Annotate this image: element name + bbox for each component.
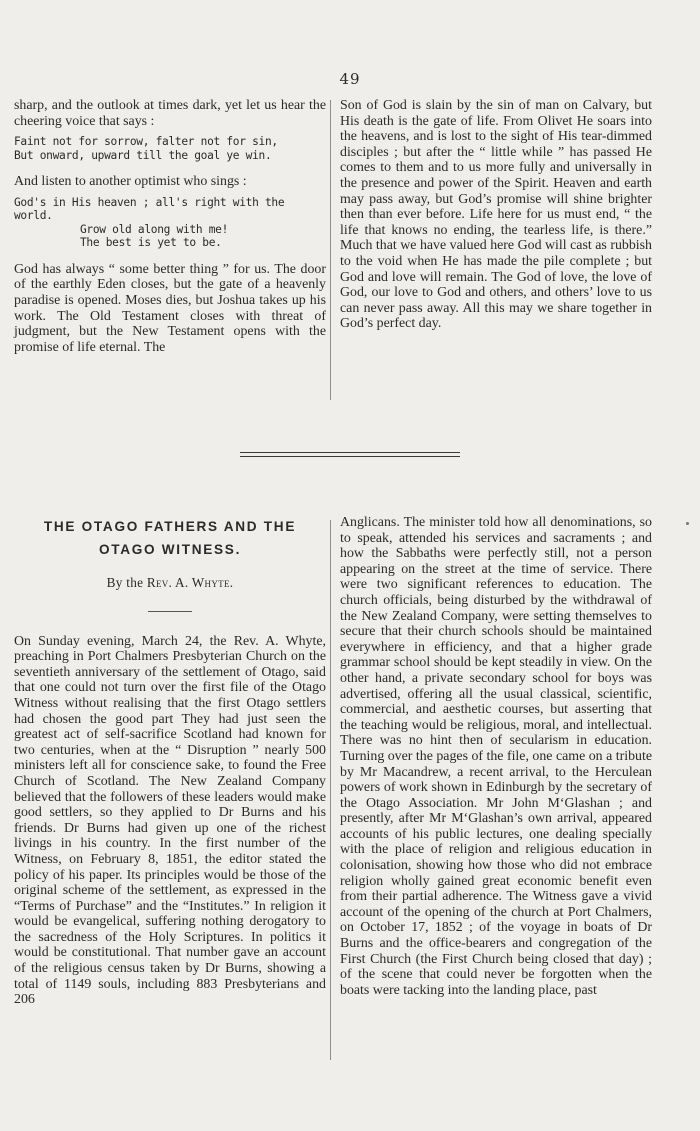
section-rule bbox=[240, 456, 460, 457]
article-paragraph: On Sunday evening, March 24, the Rev. A. Whyte, preaching in Port Chalmers Presbyterian Church on the seventieth anniversary of the settlement of Otago, said that one could not turn over the first file of the Otago Witness without realising that the first Otago settlers had chosen the good part They had just seen the greatest act of self-sacrifice Scotland had known for two centuries, when at the “ Disruption ” nearly 500 ministers left all for conscience sake, to found the Free Church of Scotland. The New Zealand Company believed that the followers of these leaders would make good settlers, so they applied to Dr Burns and his friends. Dr Burns had given up one of the richest livings in his country. In the first number of the Witness, on February 8, 1851, the editor stated the policy of his paper. Its principles would be those of the original scheme of the settlement, as expressed in the “Terms of Purchase” and the “Institutes.” In religion it would be evangelical, suffering nothing derogatory to the sacredness of the Holy Scriptures. In politics it would be constitutional. That number gave an account of the religious census taken by Dr Burns, showing a total of 1149 souls, including 883 Presbyterians and 206 bbox=[14, 633, 326, 1008]
paragraph: sharp, and the outlook at times dark, yet let us hear the cheering voice that says : bbox=[14, 98, 326, 129]
article-title bbox=[14, 515, 326, 561]
verse-quote bbox=[14, 196, 326, 250]
byline-prefix: By the bbox=[106, 575, 144, 590]
byline-rule bbox=[148, 611, 192, 612]
article-paragraph: Anglicans. The minister told how all denominations, so to speak, attended his services and sacraments ; and how the Sabbaths were perfectly still, not a person appearing on the street at the time of service. There were two significant references to education. The church officials, being disturbed by the withdrawal of the New Zealand Company, were setting themselves to secure that their church schools should be maintained everywhere in efficiency, and that a higher grade grammar school should be kept steadily in view. On the other hand, a private secondary school for boys was advertised, offering all the usual classical, scientific, commercial, and aesthetic courses, but asserting that the teaching would be religious, moral, and intellectual. There was no hint then of secularism in education. Turning over the pages of the file, one came on a tribute by Mr Macandrew, a recent arrival, to the Herculean powers of work shown in Edinburgh by the secretary of the Otago Association. Mr John M‘Glashan ; and presently, after Mr M‘Glashan’s own arrival, appeared accounts of his public lectures, one dealing specially with the place of religion and religious education in colonisation, showing how those who did not embrace religion wholly gained great economic benefit even from their partial adherence. The Witness gave a vivid account of the opening of the church at Port Chalmers, on October 17, 1852 ; of the voyage in boats of Dr Burns and the office-bearers and congregation of the First Church (the First Church being closed that day) ; of the scene that could never be forgotten when the boats were tacking into the landing place, past bbox=[340, 515, 652, 998]
byline-author: Rev. A. Whyte. bbox=[146, 575, 234, 590]
article-left-column bbox=[14, 515, 326, 1008]
column-divider bbox=[330, 100, 331, 400]
paragraph: God has always “ some better thing ” for us. The door of the earthly Eden closes, but the gate of a heavenly paradise is opened. Moses dies, but Joshua takes up his work. The Old Testament closes with threat of judgment, but the New Testament opens with the promise of life eternal. The bbox=[14, 261, 326, 355]
verse-quote bbox=[14, 135, 326, 162]
verse-line: The best is yet to be. bbox=[80, 236, 222, 250]
top-right-column bbox=[340, 98, 652, 332]
section-rule bbox=[240, 452, 460, 453]
byline bbox=[14, 575, 326, 591]
paragraph: And listen to another optimist who sings : bbox=[14, 174, 247, 190]
verse-line: Grow old along with me! bbox=[80, 222, 229, 236]
title-line: THE OTAGO FATHERS AND THE bbox=[43, 519, 297, 534]
page-number: 49 bbox=[339, 70, 361, 88]
paragraph: Son of God is slain by the sin of man on Calvary, but His death is the gate of life. From Olivet He soars into the heavens, and is lost to the sight of His tear-dimmed disciples ; but after the “ little while ” has passed He comes to them and to us more fully and universally in the presence and power of the Spirit. Heaven and earth may pass away, but God’s promise will shine brighter then than ever before. Life here for us must end, “ the life that knows no ending, the tearless life, is there.” Much that we have valued here God will cast as rubbish to the void when He has made the pile complete ; but God and love will remain. The God of love, the love of God, our love to God and others, and others’ love to us can never pass away. All this may we share together in God’s perfect day. bbox=[340, 98, 652, 332]
print-speck bbox=[686, 522, 689, 525]
title-line: OTAGO WITNESS. bbox=[98, 542, 242, 557]
top-left-column bbox=[14, 98, 326, 355]
column-divider bbox=[330, 520, 331, 1060]
verse-line: God's in His heaven ; all's right with the world. bbox=[14, 195, 285, 223]
article-right-column bbox=[340, 515, 652, 998]
verse-line: But onward, upward till the goal ye win. bbox=[14, 148, 272, 162]
verse-line: Faint not for sorrow, falter not for sin, bbox=[14, 135, 278, 149]
